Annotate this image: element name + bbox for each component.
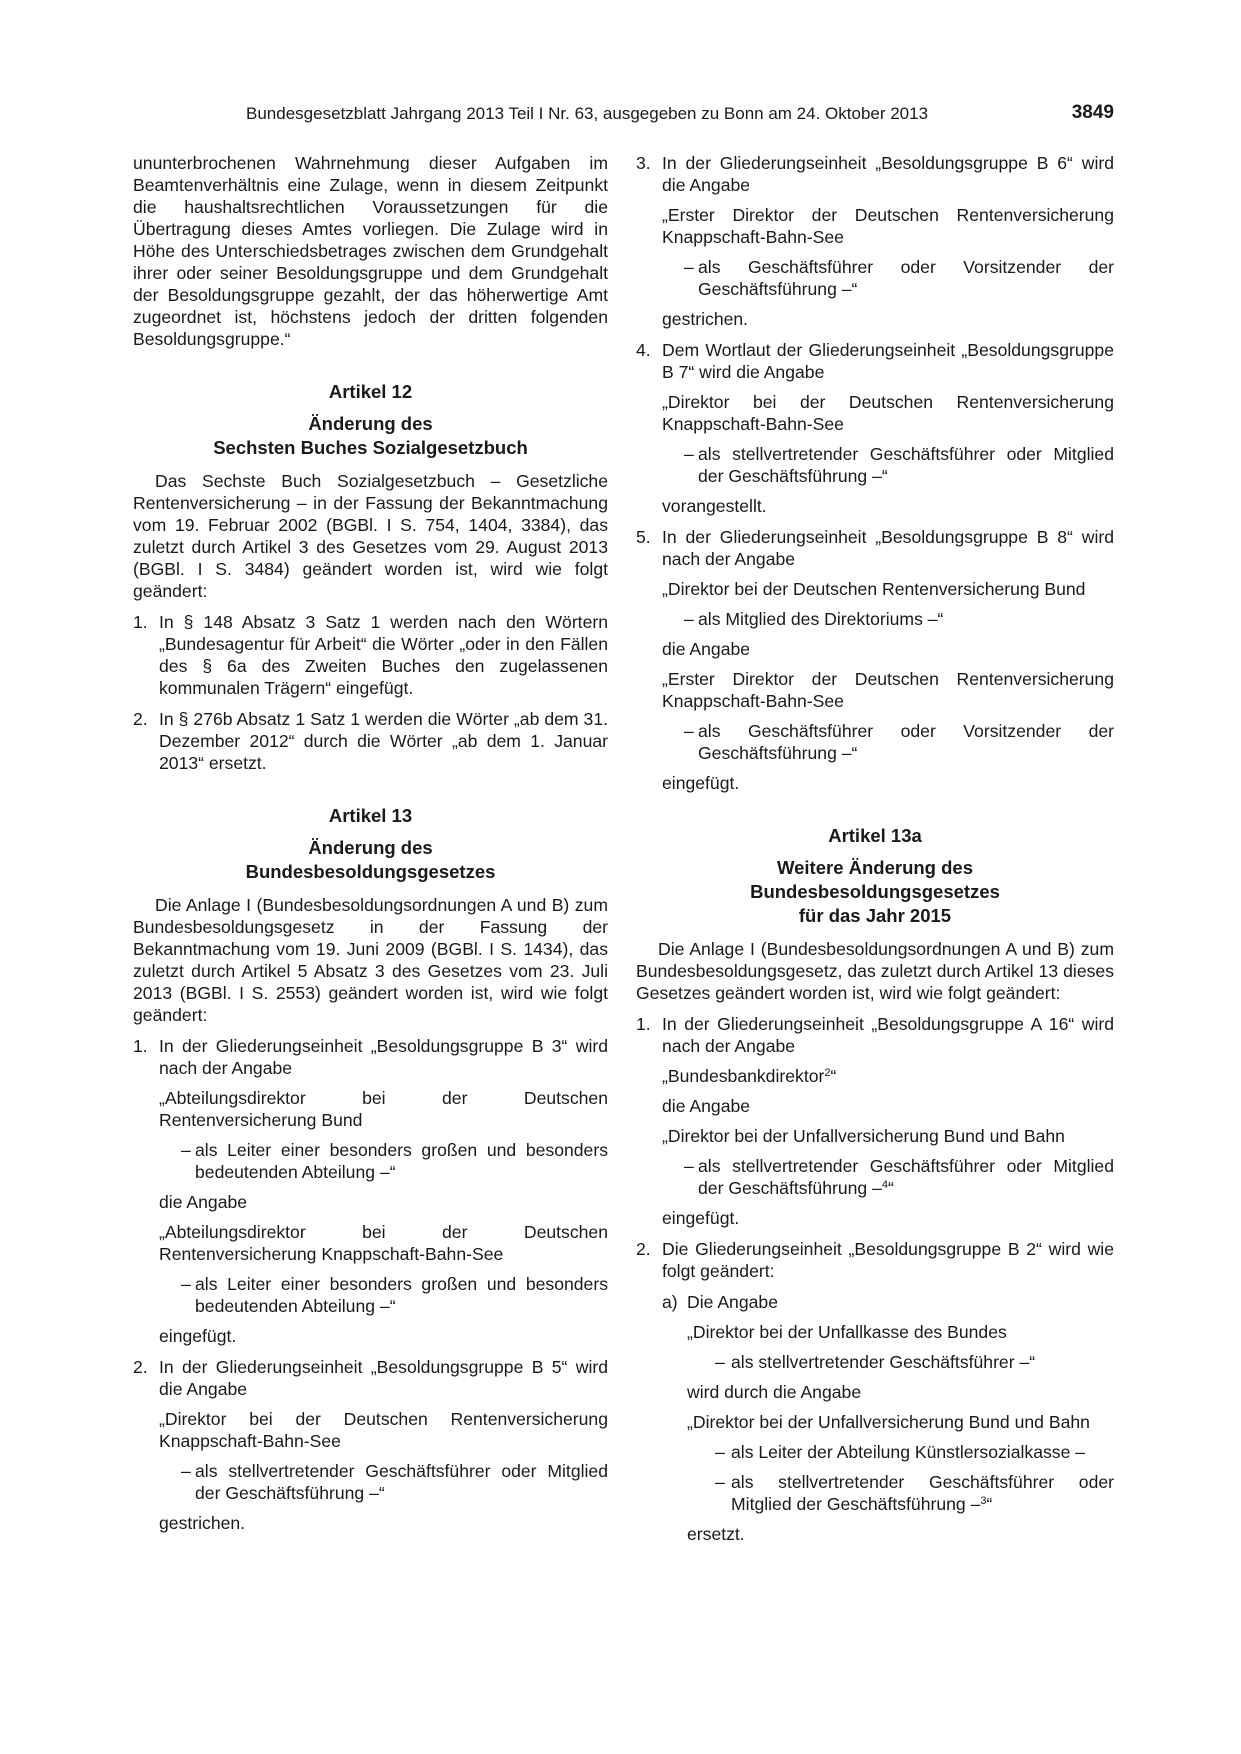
- sub-item-body: [662, 1321, 1114, 1545]
- item-number: 2.: [133, 1357, 148, 1377]
- closing-text: gestrichen.: [159, 1513, 246, 1533]
- article-13a-subtitle-2: Bundesbesoldungsgesetzes: [750, 881, 1000, 902]
- running-header: [246, 104, 1114, 128]
- page-number: 3849: [1071, 102, 1114, 123]
- list-item: [133, 1356, 608, 1400]
- dash-mark: –: [715, 1442, 725, 1462]
- dash-text: als Leiter einer besonders großen und besonders bedeutenden Abteilung –“: [195, 1140, 608, 1182]
- dash-text: als stellvertretender Geschäftsführer oder Mitglied der Geschäftsführung –“: [195, 1461, 608, 1503]
- list-item: [133, 1035, 608, 1079]
- dash-mark: –: [684, 721, 694, 741]
- dash-mark: –: [181, 1274, 191, 1294]
- closing-text: ersetzt.: [687, 1524, 745, 1544]
- article-13-subtitle-2: Bundesbesoldungsgesetzes: [245, 861, 496, 882]
- quote-text: „Bundesbankdirektor: [662, 1066, 825, 1086]
- closing-text: eingefügt.: [662, 1208, 740, 1228]
- article-13a-subtitle-1: Weitere Änderung des: [776, 857, 973, 878]
- connector-text: wird durch die Angabe: [687, 1382, 862, 1402]
- quoted-designation: „Direktor bei der Unfallversicherung Bund und Bahn: [662, 1126, 1065, 1146]
- closing-text: eingefügt.: [662, 773, 740, 793]
- item-number: 1.: [636, 1014, 651, 1034]
- quote-close: “: [888, 1178, 894, 1198]
- quoted-designation: „Erster Direktor der Deutschen Rentenversicherung Knappschaft-Bahn-See: [662, 669, 1114, 711]
- dash-text: als stellvertretender Geschäftsführer oder Mitglied der Geschäftsführung –: [731, 1472, 1114, 1514]
- closing-text: eingefügt.: [159, 1326, 237, 1346]
- quoted-designation: „Erster Direktor der Deutschen Rentenversicherung Knappschaft-Bahn-See: [662, 205, 1114, 247]
- dash-text: als stellvertretender Geschäftsführer oder Mitglied der Geschäftsführung –: [698, 1156, 1114, 1198]
- connector-text: die Angabe: [662, 639, 751, 659]
- list-item: [636, 1013, 1114, 1057]
- item-text: In der Gliederungseinheit „Besoldungsgruppe B 5“ wird die Angabe: [159, 1357, 608, 1399]
- list-item: [636, 1238, 1114, 1282]
- quoted-designation: „Abteilungsdirektor bei der Deutschen Rentenversicherung Bund: [159, 1088, 608, 1130]
- item-text: In § 148 Absatz 3 Satz 1 werden nach den Wörtern „Bundesagentur für Arbeit“ die Wörter „oder in den Fällen des § 6a des Zweiten Buches den zugelassenen kommunalen Trägern“ eingefügt.: [159, 612, 608, 698]
- quoted-designation: „Direktor bei der Deutschen Rentenversicherung Knappschaft-Bahn-See: [159, 1409, 608, 1451]
- dash-text: als stellvertretender Geschäftsführer –“: [731, 1352, 1036, 1372]
- quote-close: “: [830, 1066, 837, 1086]
- quoted-designation: [636, 1065, 1114, 1087]
- item-text: In der Gliederungseinheit „Besoldungsgruppe B 3“ wird nach der Angabe: [159, 1036, 608, 1078]
- item-number: 3.: [636, 153, 651, 173]
- closing-text: gestrichen.: [662, 309, 749, 329]
- item-number: 4.: [636, 340, 651, 360]
- left-column: [133, 152, 608, 1534]
- dash-clause: [636, 1155, 1114, 1199]
- dash-text: als stellvertretender Geschäftsführer oder Mitglied der Geschäftsführung –“: [698, 444, 1114, 486]
- right-column: [636, 152, 1114, 1545]
- footnote-marker: 2: [824, 1067, 831, 1079]
- dash-clause: [687, 1441, 1114, 1463]
- connector-text: die Angabe: [159, 1192, 248, 1212]
- quoted-designation: „Direktor bei der Unfallversicherung Bund und Bahn: [687, 1412, 1090, 1432]
- dash-clause: [636, 720, 1114, 764]
- item-text: Dem Wortlaut der Gliederungseinheit „Besoldungsgruppe B 7“ wird die Angabe: [662, 340, 1114, 382]
- continued-paragraph: ununterbrochenen Wahrnehmung dieser Aufgaben im Beamtenverhältnis eine Zulage, wenn in diesem Zeitpunkt die haushaltsrechtlichen Voraussetzungen für die Übertragung dieses Amtes vorliegen. Die Zulage wird in Höhe des Unterschiedsbetrages zwischen dem Grundgehalt ihrer oder seiner Besoldungsgruppe und dem Grundgehalt der Besoldungsgruppe gezahlt, der das höherwertige Amt zugeordnet ist, höchstens jedoch der dritten folgenden Besoldungsgruppe.“: [133, 153, 608, 349]
- dash-clause: [636, 608, 1114, 630]
- dash-mark: –: [684, 257, 694, 277]
- list-item: [636, 526, 1114, 570]
- dash-clause: [133, 1273, 608, 1317]
- sub-item-letter: a): [662, 1292, 678, 1312]
- article-13-intro: Die Anlage I (Bundesbesoldungsordnungen A und B) zum Bundesbesoldungsgesetz in der Fassung der Bekanntmachung vom 19. Juni 2009 (BGBl. I S. 1434), das zuletzt durch Artikel 5 Absatz 3 des Gesetzes vom 23. Juli 2013 (BGBl. I S. 2553) geändert worden ist, wird wie folgt geändert:: [133, 895, 608, 1025]
- item-number: 1.: [133, 1036, 148, 1056]
- article-12-intro: Das Sechste Buch Sozialgesetzbuch – Gesetzliche Rentenversicherung – in der Fassung der Bekanntmachung vom 19. Februar 2002 (BGBl. I S. 754, 1404, 3384), das zuletzt durch Artikel 3 des Gesetzes vom 29. August 2013 (BGBl. I S. 3484) geändert worden ist, wird wie folgt geändert:: [133, 471, 608, 601]
- article-12-subtitle-2: Sechsten Buches Sozialgesetzbuch: [213, 437, 528, 458]
- quote-close: “: [986, 1494, 993, 1514]
- item-text: In der Gliederungseinheit „Besoldungsgruppe B 6“ wird die Angabe: [662, 153, 1114, 195]
- article-12-subtitle-1: Änderung des: [308, 413, 433, 434]
- dash-mark: –: [684, 609, 694, 629]
- article-13a-subtitle-3: für das Jahr 2015: [798, 905, 952, 926]
- quoted-designation: „Direktor bei der Deutschen Rentenversicherung Bund: [662, 579, 1086, 599]
- connector-text: die Angabe: [662, 1096, 751, 1116]
- dash-text: als Geschäftsführer oder Vorsitzender der Geschäftsführung –“: [698, 721, 1114, 763]
- header-title: Bundesgesetzblatt Jahrgang 2013 Teil I Nr. 63, ausgegeben zu Bonn am 24. Oktober 2013: [246, 104, 929, 123]
- article-12-title: Artikel 12: [328, 381, 413, 402]
- sub-list-item: [662, 1291, 1114, 1313]
- quoted-designation: „Direktor bei der Deutschen Rentenversicherung Knappschaft-Bahn-See: [662, 392, 1114, 434]
- dash-clause: [133, 1139, 608, 1183]
- article-13a-title: Artikel 13a: [828, 825, 922, 846]
- dash-text: als Leiter der Abteilung Künstlersozialkasse –: [731, 1442, 1086, 1462]
- footnote-marker: 4: [881, 1179, 888, 1191]
- dash-mark: –: [715, 1472, 725, 1492]
- sub-item-text: Die Angabe: [687, 1292, 778, 1312]
- item-number: 1.: [133, 612, 148, 632]
- item-text: Die Gliederungseinheit „Besoldungsgruppe B 2“ wird wie folgt geändert:: [662, 1239, 1114, 1281]
- article-13-title: Artikel 13: [328, 805, 413, 826]
- item-number: 5.: [636, 527, 651, 547]
- item-number: 2.: [636, 1239, 651, 1259]
- list-item: [636, 339, 1114, 383]
- item-text: In der Gliederungseinheit „Besoldungsgruppe A 16“ wird nach der Angabe: [662, 1014, 1114, 1056]
- quoted-designation: „Abteilungsdirektor bei der Deutschen Rentenversicherung Knappschaft-Bahn-See: [159, 1222, 608, 1264]
- dash-mark: –: [715, 1352, 725, 1372]
- dash-mark: –: [684, 444, 694, 464]
- item-text: In § 276b Absatz 1 Satz 1 werden die Wörter „ab dem 31. Dezember 2012“ durch die Wörter „ab dem 1. Januar 2013“ ersetzt.: [159, 709, 608, 773]
- quoted-designation: „Direktor bei der Unfallkasse des Bundes: [687, 1322, 1007, 1342]
- sub-item-wrapper: [636, 1291, 1114, 1545]
- list-item: [133, 708, 608, 774]
- closing-text: vorangestellt.: [662, 496, 767, 516]
- dash-clause: [687, 1471, 1114, 1515]
- dash-mark: –: [181, 1140, 191, 1160]
- dash-text: als Leiter einer besonders großen und besonders bedeutenden Abteilung –“: [195, 1274, 608, 1316]
- article-13a-intro: Die Anlage I (Bundesbesoldungsordnungen A und B) zum Bundesbesoldungsgesetz, das zuletzt durch Artikel 13 dieses Gesetzes geändert worden ist, wird wie folgt geändert:: [636, 939, 1114, 1003]
- dash-clause: [636, 256, 1114, 300]
- dash-clause: [133, 1460, 608, 1504]
- item-text: In der Gliederungseinheit „Besoldungsgruppe B 8“ wird nach der Angabe: [662, 527, 1114, 569]
- dash-text: als Mitglied des Direktoriums –“: [698, 609, 944, 629]
- dash-clause: [636, 443, 1114, 487]
- dash-mark: –: [181, 1461, 191, 1481]
- item-number: 2.: [133, 709, 148, 729]
- dash-text: als Geschäftsführer oder Vorsitzender der Geschäftsführung –“: [698, 257, 1114, 299]
- dash-mark: –: [684, 1156, 694, 1176]
- article-13-subtitle-1: Änderung des: [308, 837, 433, 858]
- list-item: [636, 152, 1114, 196]
- list-item: [133, 611, 608, 699]
- dash-clause: [687, 1351, 1114, 1373]
- footnote-marker: 3: [980, 1495, 987, 1507]
